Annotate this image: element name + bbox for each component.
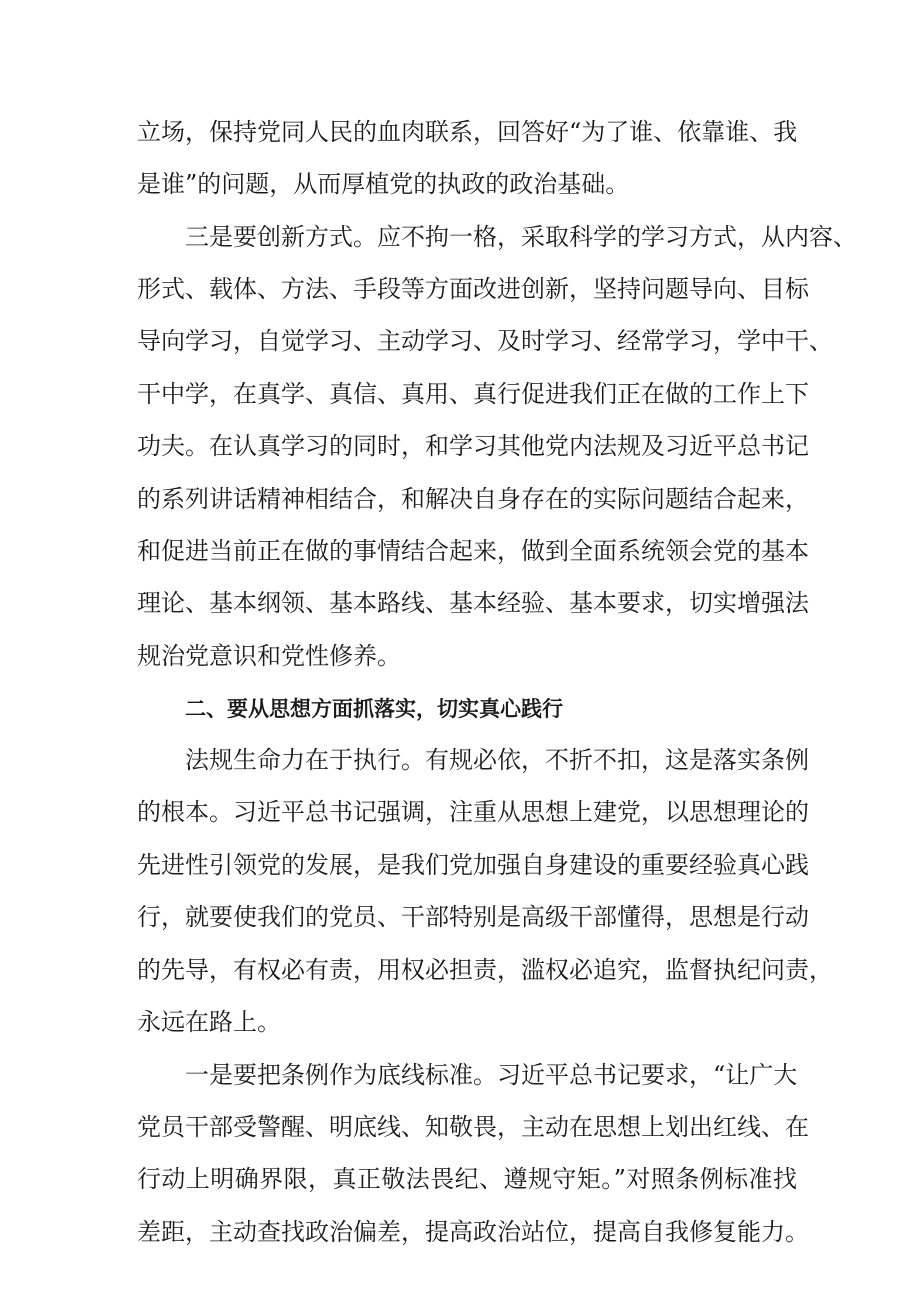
paragraph-line: 和促进当前正在做的事情结合起来，做到全面系统领会党的基本 [137, 537, 809, 565]
paragraph-line: 差距，主动查找政治偏差，提高政治站位，提高自我修复能力。 [137, 1218, 809, 1246]
section-heading: 二、要从思想方面抓落实，切实真心践行 [185, 697, 563, 721]
paragraph-line: 的根本。习近平总书记强调，注重从思想上建党，以思想理论的 [137, 798, 809, 826]
paragraph-line: 行动上明确界限，真正敬法畏纪、遵规守矩。”对照条例标准找 [137, 1165, 797, 1193]
paragraph-line: 理论、基本纲领、基本路线、基本经验、基本要求，切实增强法 [137, 589, 809, 617]
paragraph-line: 功夫。在认真学习的同时，和学习其他党内法规及习近平总书记 [137, 432, 809, 460]
paragraph-line: 法规生命力在于执行。有规必依，不折不扣，这是落实条例 [185, 746, 809, 774]
paragraph-line: 行，就要使我们的党员、干部特别是高级干部懂得，思想是行动 [137, 903, 809, 931]
paragraph-line: 是谁”的问题，从而厚植党的执政的政治基础。 [137, 170, 630, 198]
paragraph-line: 形式、载体、方法、手段等方面改进创新，坚持问题导向、目标 [137, 275, 809, 303]
paragraph-line: 永远在路上。 [137, 1008, 281, 1036]
paragraph-line: 的系列讲话精神相结合，和解决自身存在的实际问题结合起来， [137, 485, 809, 513]
paragraph-line: 党员干部受警醒、明底线、知敬畏，主动在思想上划出红线、在 [137, 1113, 809, 1141]
paragraph-line: 规治党意识和党性修养。 [137, 642, 401, 670]
paragraph-line: 导向学习，自觉学习、主动学习、及时学习、经常学习，学中干、 [137, 327, 833, 355]
paragraph-line: 一是要把条例作为底线标准。习近平总书记要求，“让广大 [185, 1061, 798, 1089]
paragraph-line: 立场，保持党同人民的血肉联系，回答好“为了谁、依靠谁、我 [137, 118, 798, 146]
paragraph-line: 先进性引领党的发展，是我们党加强自身建设的重要经验真心践 [137, 851, 809, 879]
paragraph-line: 干中学，在真学、真信、真用、真行促进我们正在做的工作上下 [137, 380, 809, 408]
paragraph-line: 的先导，有权必有责，用权必担责，滥权必追究，监督执纪问责， [137, 956, 833, 984]
paragraph-line: 三是要创新方式。应不拘一格，采取科学的学习方式，从内容、 [185, 223, 857, 251]
